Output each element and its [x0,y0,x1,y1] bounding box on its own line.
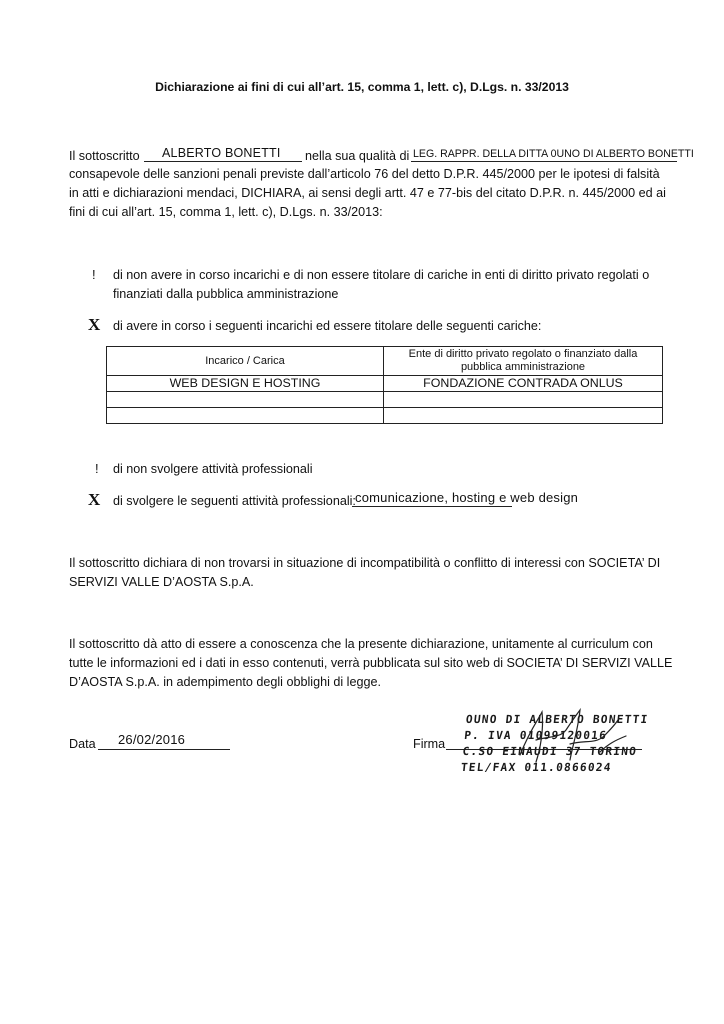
table-cell-ente [384,408,663,424]
stamp-line: C.SO EINAUDI 37 TORINO [461,745,638,758]
declarant-capacity: LEG. RAPPR. DELLA DITTA 0UNO DI ALBERTO BONETTI [413,148,694,160]
incompatibility-line-1: Il sottoscritto dichiara di non trovarsi in situazione di incompatibilità o conflitto di interessi con SOCIETA’ DI [69,556,661,570]
document-title: Dichiarazione ai fini di cui all’art. 15, comma 1, lett. c), D.Lgs. n. 33/2013 [155,80,569,94]
name-underline [144,161,302,162]
table-header-ente: Ente di diritto privato regolato o finanziato dalla pubblica amministrazione [384,347,663,376]
acknowledgement-line-3: D’AOSTA S.p.A. in adempimento degli obblighi di legge. [69,675,381,689]
declarant-name: ALBERTO BONETTI [162,146,281,160]
table-cell-incarico [107,408,384,424]
option-si-incarichi-text: di avere in corso i seguenti incarichi ed essere titolare delle seguenti cariche: [113,319,542,333]
acknowledgement-line-2: tutte le informazioni ed i dati in esso contenuti, verrà pubblicata sul sito web di SOCIETA’ DI SERVIZI VALLE [69,656,673,670]
date-label: Data [69,737,96,751]
table-cell-ente [384,392,663,408]
table-cell-ente: FONDAZIONE CONTRADA ONLUS [384,376,663,392]
intro-prefix: Il sottoscritto [69,149,140,163]
signature-label: Firma [413,737,446,751]
option-si-incarichi-mark: X [88,315,101,334]
table-row [107,408,663,424]
date-underline [98,749,230,750]
date-value: 26/02/2016 [118,732,186,747]
option-si-attivita-mark: X [88,490,101,509]
cariche-table [106,346,663,424]
acknowledgement-line-1: Il sottoscritto dà atto di essere a conoscenza che la presente dichiarazione, unitamente al curriculum con [69,637,653,651]
table-row [107,376,663,392]
attivita-underline [352,506,512,507]
capacity-underline [411,161,677,162]
attivita-value: comunicazione, hosting e web design [355,490,579,505]
intro-line-2: consapevole delle sanzioni penali previste dall’articolo 76 del detto D.P.R. 445/2000 per le ipotesi di falsità [69,167,660,181]
table-row [107,392,663,408]
table-cell-incarico: WEB DESIGN E HOSTING [107,376,384,392]
option-si-attivita-text: di svolgere le seguenti attività professionali: [113,494,356,508]
table-cell-incarico [107,392,384,408]
stamp-line: TEL/FAX 011.0866024 [460,761,613,774]
intro-line-4: fini di cui all’art. 15, comma 1, lett. c), D.Lgs. n. 33/2013: [69,205,383,219]
stamp-line: P. IVA 01099120016 [463,729,608,742]
capacity-prefix: nella sua qualità di [305,149,410,163]
option-no-attivita-mark: ! [95,461,99,476]
stamp-line: OUNO DI ALBERTO BONETTI [465,713,650,726]
table-header-incarico: Incarico / Carica [107,347,384,376]
option-no-incarichi-line-1: di non avere in corso incarichi e di non essere titolare di cariche in enti di diritto privato regolati o [113,268,650,282]
option-no-incarichi-line-2: finanziati dalla pubblica amministrazione [113,287,339,301]
incompatibility-line-2: SERVIZI VALLE D’AOSTA S.p.A. [69,575,254,589]
handwritten-signature [500,700,640,780]
table-header-row [107,347,663,376]
option-no-incarichi-mark: ! [92,267,96,282]
intro-line-3: in atti e dichiarazioni mendaci, DICHIARA, ai sensi degli artt. 47 e 77-bis del citato D.P.R. n. 445/2000 ed ai [69,186,666,200]
option-no-attivita-text: di non svolgere attività professionali [113,462,313,476]
